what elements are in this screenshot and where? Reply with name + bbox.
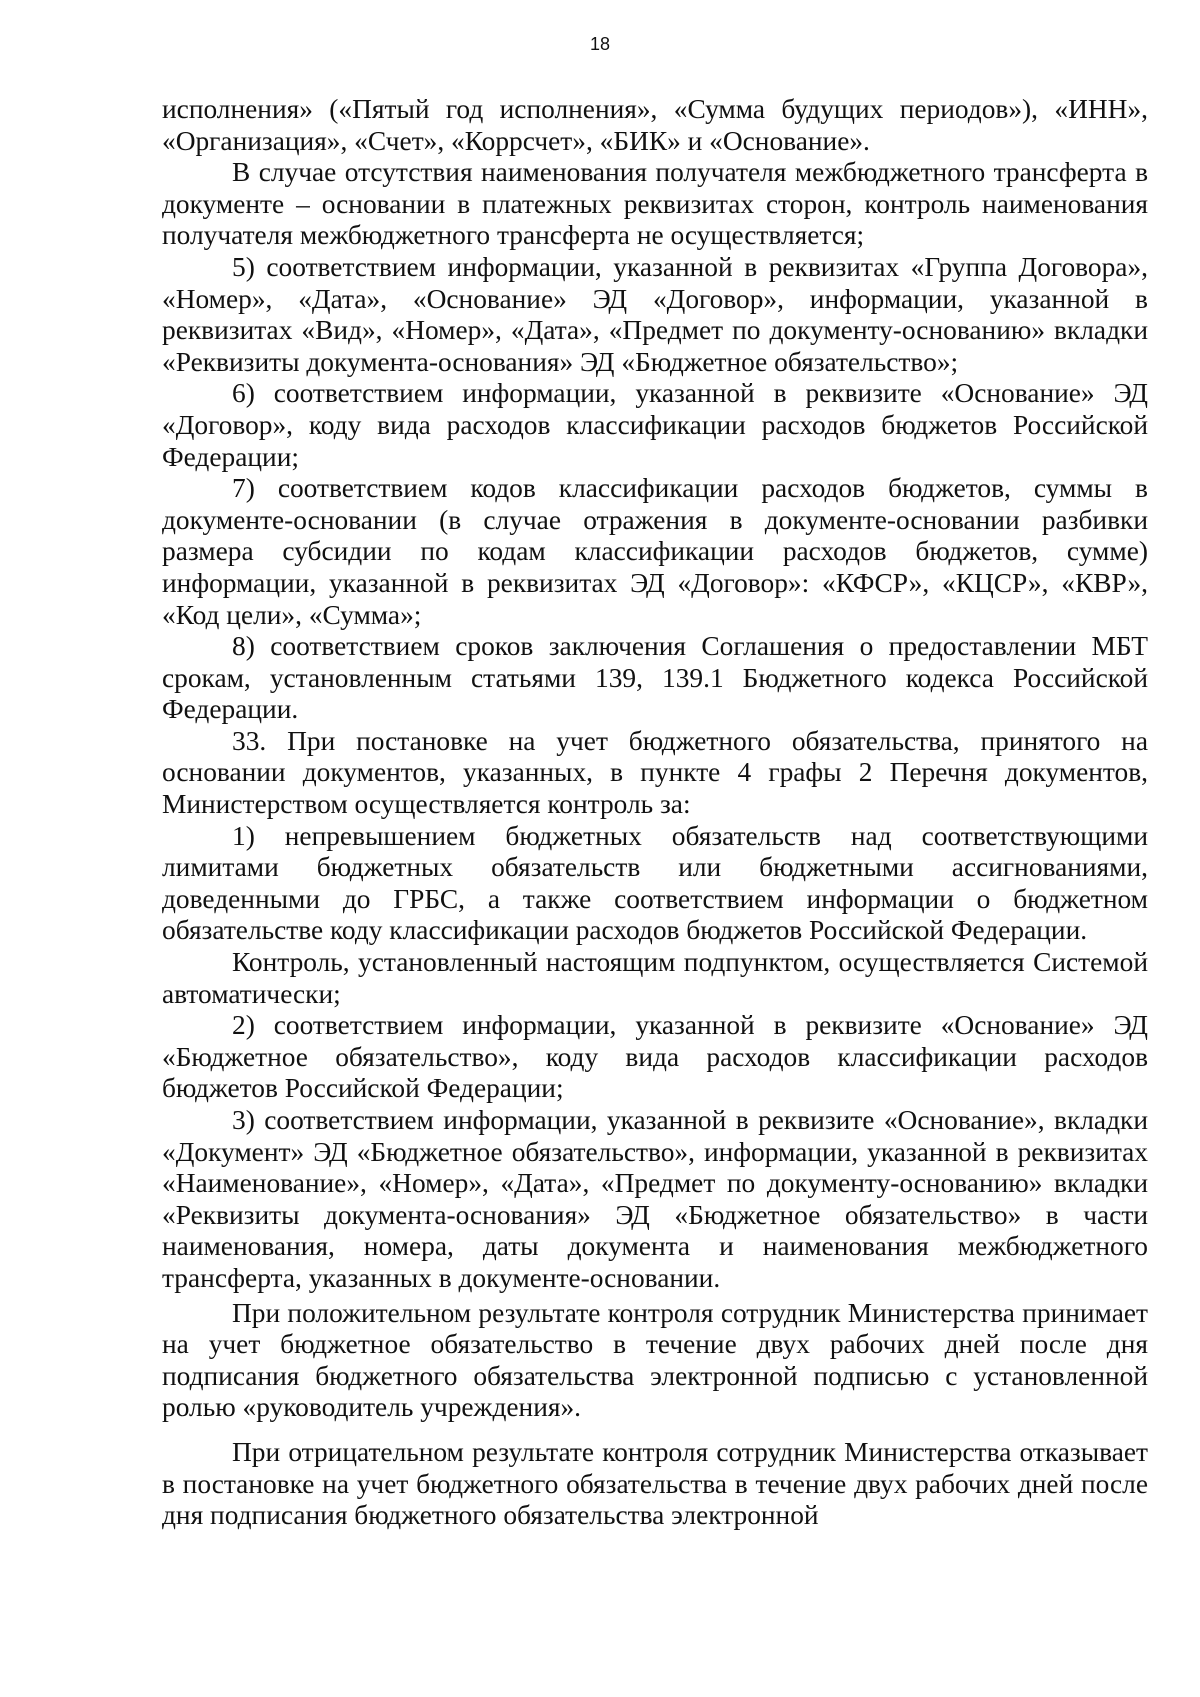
- paragraph-item-7: 7) соответствием кодов классификации расходов бюджетов, суммы в документе-основании (в случае отражения в документе-основании разбивки размера субсидии по кодам классификации расходов бюджетов, сумме) информации, указанной в реквизитах ЭД «Договор»: «КФСР», «КЦСР», «КВР», «Код цели», «Сумма»;: [162, 473, 1148, 630]
- paragraph-item-5: 5) соответствием информации, указанной в реквизитах «Группа Договора», «Номер», «Дата», «Основание» ЭД «Договор», информации, указанной в реквизитах «Вид», «Номер», «Дата», «Предмет по документу-основанию» вкладки «Реквизиты документа-основания» ЭД «Бюджетное обязательство»;: [162, 251, 1148, 377]
- paragraph-auto-control: Контроль, установленный настоящим подпунктом, осуществляется Системой автоматически;: [162, 947, 1148, 1009]
- paragraph-subitem-1: 1) непревышением бюджетных обязательств над соответствующими лимитами бюджетных обязательств или бюджетными ассигнованиями, доведенными до ГРБС, а также соответствием информации о бюджетном обязательстве коду классификации расходов бюджетов Российской Федерации.: [162, 820, 1148, 946]
- paragraph-clause-33: 33. При постановке на учет бюджетного обязательства, принятого на основании документов, указанных, в пункте 4 графы 2 Перечня документов, Министерством осуществляется контроль за:: [162, 725, 1148, 820]
- paragraph-positive-result: При положительном результате контроля сотрудник Министерства принимает на учет бюджетное обязательство в течение двух рабочих дней после дня подписания бюджетного обязательства электронной подписью с установленной ролью «руководитель учреждения».: [162, 1297, 1148, 1423]
- paragraph-item-6: 6) соответствием информации, указанной в реквизите «Основание» ЭД «Договор», коду вида расходов классификации расходов бюджетов Российской Федерации;: [162, 378, 1148, 472]
- page-number: 18: [589, 34, 611, 54]
- paragraph-subitem-3: 3) соответствием информации, указанной в реквизите «Основание», вкладки «Документ» ЭД «Бюджетное обязательство», информации, указанной в реквизитах «Наименование», «Номер», «Дата», «Предмет по документу-основанию» вкладки «Реквизиты документа-основания» ЭД «Бюджетное обязательство» в части наименования, номера, даты документа и наименования межбюджетного трансферта, указанных в документе-основании.: [162, 1105, 1148, 1293]
- paragraph-continuation: исполнения» («Пятый год исполнения», «Сумма будущих периодов»), «ИНН», «Организация», «Счет», «Коррсчет», «БИК» и «Основание».: [162, 94, 1148, 156]
- document-body: [162, 94, 1148, 1532]
- paragraph-negative-result: При отрицательном результате контроля сотрудник Министерства отказывает в постановке на учет бюджетного обязательства в течение двух рабочих дней после дня подписания бюджетного обязательства электронной: [162, 1436, 1148, 1531]
- paragraph-recipient-note: В случае отсутствия наименования получателя межбюджетного трансферта в документе – основании в платежных реквизитах сторон, контроль наименования получателя межбюджетного трансферта не осуществляется;: [162, 157, 1148, 251]
- paragraph-item-8: 8) соответствием сроков заключения Соглашения о предоставлении МБТ срокам, установленным статьями 139, 139.1 Бюджетного кодекса Российской Федерации.: [162, 631, 1148, 725]
- paragraph-subitem-2: 2) соответствием информации, указанной в реквизите «Основание» ЭД «Бюджетное обязательство», коду вида расходов классификации расходов бюджетов Российской Федерации;: [162, 1010, 1148, 1104]
